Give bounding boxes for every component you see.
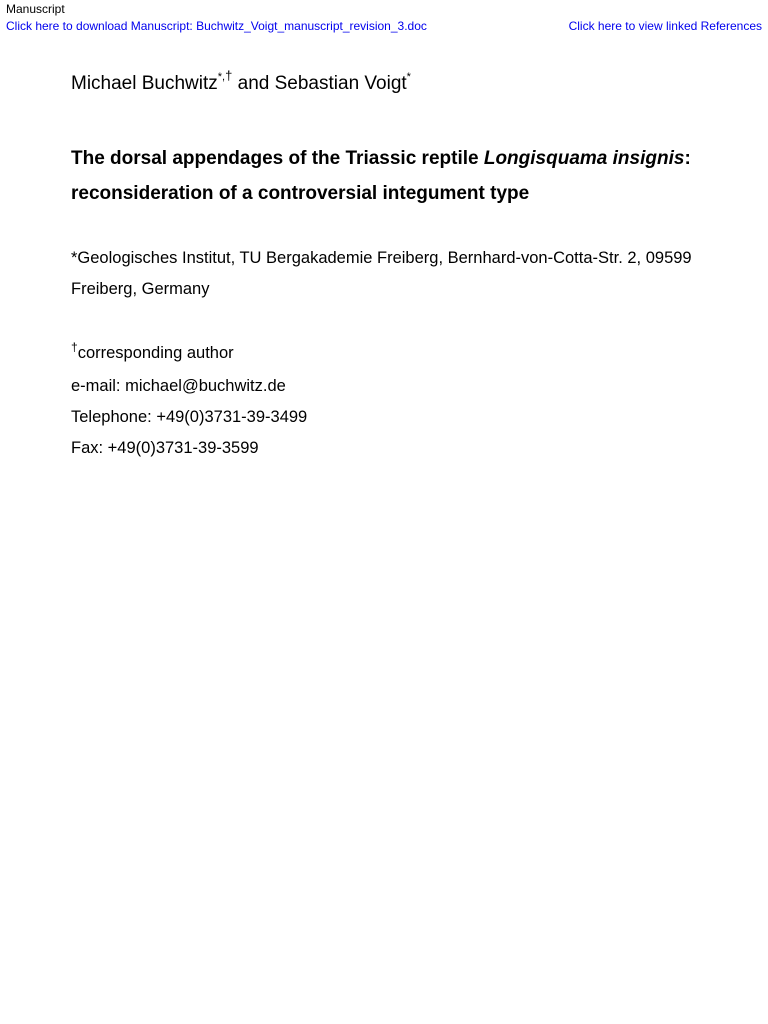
corresponding-author-line — [71, 338, 671, 369]
author-line — [71, 68, 411, 97]
telephone-line: Telephone: +49(0)3731-39-3499 — [71, 408, 308, 426]
author-conjunction: and — [232, 73, 275, 94]
title-part-2: : reconsideration of a controversial integument type — [71, 148, 691, 204]
corresponding-dagger: † — [71, 340, 78, 354]
paper-title — [71, 141, 711, 211]
title-part-1: The dorsal appendages of the Triassic reptile — [71, 148, 484, 169]
manuscript-header-label: Manuscript — [6, 2, 65, 16]
download-manuscript-link[interactable]: Click here to download Manuscript: Buchwitz_Voigt_manuscript_revision_3.doc — [6, 19, 427, 33]
affiliation: *Geologisches Institut, TU Bergakademie Freiberg, Bernhard-von-Cotta-Str. 2, 09599 Freiberg, Germany — [71, 249, 692, 298]
author-1-name: Michael Buchwitz — [71, 73, 218, 94]
title-species: insignis — [612, 148, 685, 169]
author-1-corresponding-mark: † — [225, 68, 233, 83]
author-1-affiliation-marks: *, — [217, 71, 226, 83]
author-2-affiliation-mark: * — [406, 71, 411, 83]
view-references-link[interactable]: Click here to view linked References — [568, 19, 762, 33]
title-genus: Longisquama — [483, 148, 608, 169]
fax-line: Fax: +49(0)3731-39-3599 — [71, 439, 259, 457]
corresponding-author-label: corresponding author — [77, 344, 234, 362]
author-2-name: Sebastian Voigt — [274, 73, 407, 94]
email-line: e-mail: michael@buchwitz.de — [71, 377, 286, 395]
contact-block — [71, 338, 671, 464]
